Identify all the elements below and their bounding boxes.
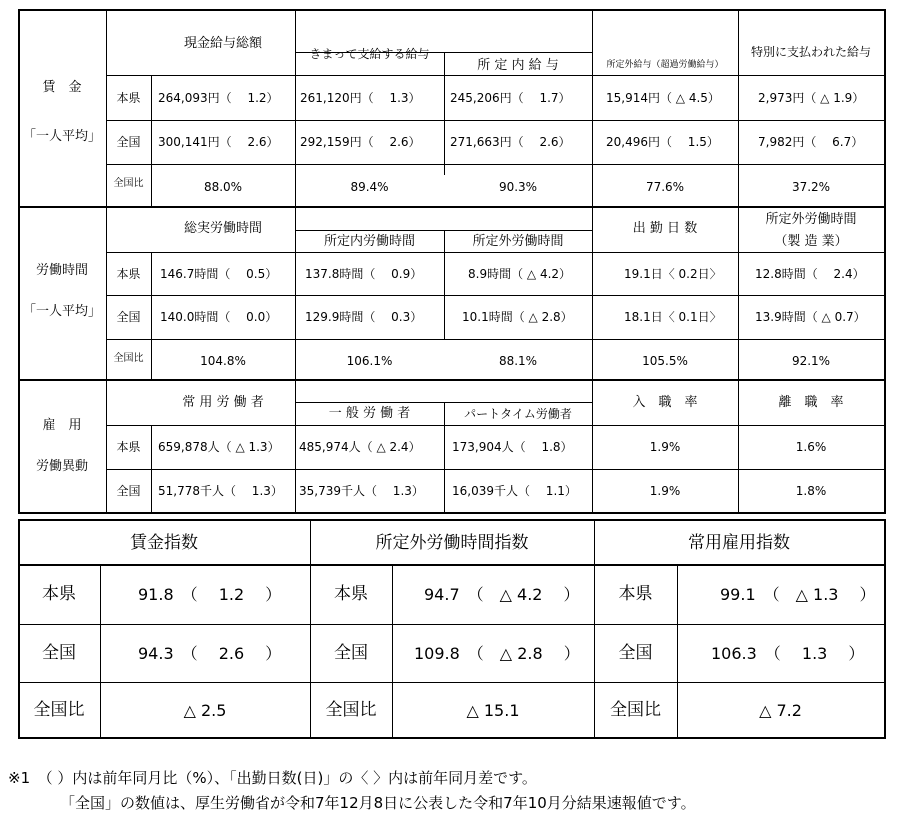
hours-section-sublabel: 「一人平均」: [22, 304, 101, 319]
hours-section-label: 労働時間: [35, 263, 88, 278]
cell-hours-national-overtime: 10.1時間（ △ 2.8）: [462, 310, 573, 324]
cell-hours-national-days: 18.1日〈 0.1日〉: [624, 310, 722, 324]
header-wage-index: 賃金指数: [130, 533, 198, 553]
header-overtime-pay: 所定外給与（超過労働給与）: [606, 60, 724, 70]
cell-emp-pref-general: 485,974人（ △ 2.4）: [299, 440, 421, 454]
cell-index-ratio-wage: △ 2.5: [183, 701, 227, 720]
header-mfg-overtime-sub: （製 造 業）: [774, 234, 848, 249]
cell-wage-national-special: 7,982円（ 6.7）: [758, 135, 864, 149]
cell-hours-ratio-total: 104.8%: [200, 354, 246, 368]
row-label-national: 全国: [334, 643, 368, 663]
row-label-ratio: 全国比: [325, 700, 377, 720]
row-label-national: 全国: [42, 643, 76, 663]
header-overtime-index: 所定外労働時間指数: [375, 533, 529, 553]
cell-wage-ratio-total: 88.0%: [203, 180, 243, 194]
row-label-national: 全国: [116, 135, 141, 149]
cell-hours-national-total: 140.0時間（ 0.0）: [160, 310, 278, 324]
header-scheduled-hours: 所定内労働時間: [323, 234, 415, 249]
cell-emp-national-parttime: 16,039千人（ 1.1）: [452, 484, 577, 498]
cell-wage-pref-total: 264,093円（ 1.2）: [158, 91, 279, 105]
cell-emp-national-regular: 51,778千人（ 1.3）: [158, 484, 283, 498]
row-label-pref: 本県: [334, 584, 368, 604]
row-label-pref: 本県: [618, 584, 653, 604]
header-special-pay: 特別に支払われた給与: [750, 45, 871, 59]
row-label-ratio: 全国比: [113, 178, 144, 189]
cell-emp-national-leave: 1.8%: [795, 484, 827, 498]
employment-section-sublabel: 労働異動: [35, 459, 88, 474]
cell-emp-pref-regular: 659,878人（ △ 1.3）: [158, 440, 280, 454]
row-label-pref: 本県: [116, 91, 141, 105]
cell-wage-ratio-regular: 89.4%: [350, 180, 389, 194]
note-line-2: 「全国」の数値は、厚生労働省が令和7年12月8日に公表した令和7年10月分結果速報値です。: [60, 794, 696, 812]
cell-index-pref-overtime: 94.7 （ △ 4.2 ）: [424, 585, 580, 604]
header-total-hours: 総実労働時間: [183, 221, 262, 236]
cell-hours-pref-days: 19.1日〈 0.2日〉: [624, 267, 722, 281]
cell-index-ratio-overtime: △ 15.1: [466, 701, 520, 720]
cell-wage-pref-overtime: 15,914円（ △ 4.5）: [606, 91, 720, 105]
cell-wage-ratio-special: 37.2%: [791, 180, 831, 194]
header-mfg-overtime: 所定外労働時間: [765, 212, 857, 227]
cell-emp-national-hire: 1.9%: [649, 484, 681, 498]
row-label-national: 全国: [116, 484, 141, 498]
header-regular-pay: きまって支給する給与: [309, 47, 430, 61]
cell-hours-ratio-mfg: 92.1%: [791, 354, 831, 368]
cell-emp-pref-parttime: 173,904人（ 1.8）: [452, 440, 573, 454]
cell-wage-ratio-overtime: 77.6%: [645, 180, 685, 194]
row-label-pref: 本県: [42, 584, 76, 604]
cell-index-national-employment: 106.3 （ 1.3 ）: [711, 644, 865, 663]
header-leave-rate: 離 職 率: [778, 395, 844, 410]
wage-section-label: 賃 金: [42, 80, 82, 95]
cell-hours-pref-mfg: 12.8時間（ 2.4）: [755, 267, 865, 281]
cell-hours-ratio-scheduled: 106.1%: [346, 354, 393, 368]
cell-wage-pref-scheduled: 245,206円（ 1.7）: [450, 91, 571, 105]
cell-wage-national-overtime: 20,496円（ 1.5）: [606, 135, 719, 149]
header-parttime-workers: パートタイム労働者: [464, 407, 572, 421]
header-employment-index: 常用雇用指数: [688, 533, 790, 553]
cell-index-national-wage: 94.3 （ 2.6 ）: [138, 644, 282, 663]
cell-emp-pref-leave: 1.6%: [795, 440, 827, 454]
header-hire-rate: 入 職 率: [632, 395, 698, 410]
cell-hours-pref-total: 146.7時間（ 0.5）: [160, 267, 278, 281]
header-scheduled-pay: 所 定 内 給 与: [477, 58, 559, 73]
row-label-ratio: 全国比: [33, 700, 85, 720]
cell-hours-pref-overtime: 8.9時間（ △ 4.2）: [468, 267, 572, 281]
employment-section-label: 雇 用: [42, 418, 82, 433]
row-label-pref: 本県: [116, 440, 141, 454]
header-regular-workers: 常 用 労 働 者: [182, 395, 264, 410]
header-overtime-hours: 所定外労働時間: [472, 234, 564, 249]
wage-section-sublabel: 「一人平均」: [22, 129, 101, 144]
cell-wage-national-scheduled: 271,663円（ 2.6）: [450, 135, 571, 149]
cell-hours-pref-scheduled: 137.8時間（ 0.9）: [305, 267, 423, 281]
note-line-1: ※1 （ ）内は前年同月比（%）、「出勤日数(日)」の〈 〉内は前年同月差です。: [8, 769, 537, 787]
cell-hours-national-scheduled: 129.9時間（ 0.3）: [305, 310, 423, 324]
cell-wage-national-total: 300,141円（ 2.6）: [158, 135, 279, 149]
cell-index-pref-wage: 91.8 （ 1.2 ）: [138, 585, 282, 604]
header-work-days: 出 勤 日 数: [632, 221, 698, 236]
cell-index-pref-employment: 99.1 （ △ 1.3 ）: [720, 585, 876, 604]
cell-wage-national-regular: 292,159円（ 2.6）: [300, 135, 421, 149]
cell-hours-national-mfg: 13.9時間（ △ 0.7）: [755, 310, 866, 324]
header-total-pay: 現金給与総額: [183, 36, 262, 51]
cell-emp-pref-hire: 1.9%: [649, 440, 681, 454]
cell-hours-ratio-overtime: 88.1%: [498, 354, 538, 368]
cell-index-national-overtime: 109.8 （ △ 2.8 ）: [414, 644, 580, 663]
row-label-national: 全国: [618, 643, 653, 663]
row-label-national: 全国: [116, 310, 141, 324]
row-label-ratio: 全国比: [113, 353, 144, 364]
cell-hours-ratio-days: 105.5%: [642, 354, 688, 368]
row-label-ratio: 全国比: [610, 700, 661, 720]
cell-emp-national-general: 35,739千人（ 1.3）: [299, 484, 424, 498]
row-label-pref: 本県: [116, 267, 141, 281]
cell-index-ratio-employment: △ 7.2: [759, 701, 802, 720]
cell-wage-pref-special: 2,973円（ △ 1.9）: [758, 91, 865, 105]
header-general-workers: 一 般 労 働 者: [328, 406, 411, 421]
cell-wage-pref-regular: 261,120円（ 1.3）: [300, 91, 421, 105]
cell-wage-ratio-scheduled: 90.3%: [498, 180, 538, 194]
